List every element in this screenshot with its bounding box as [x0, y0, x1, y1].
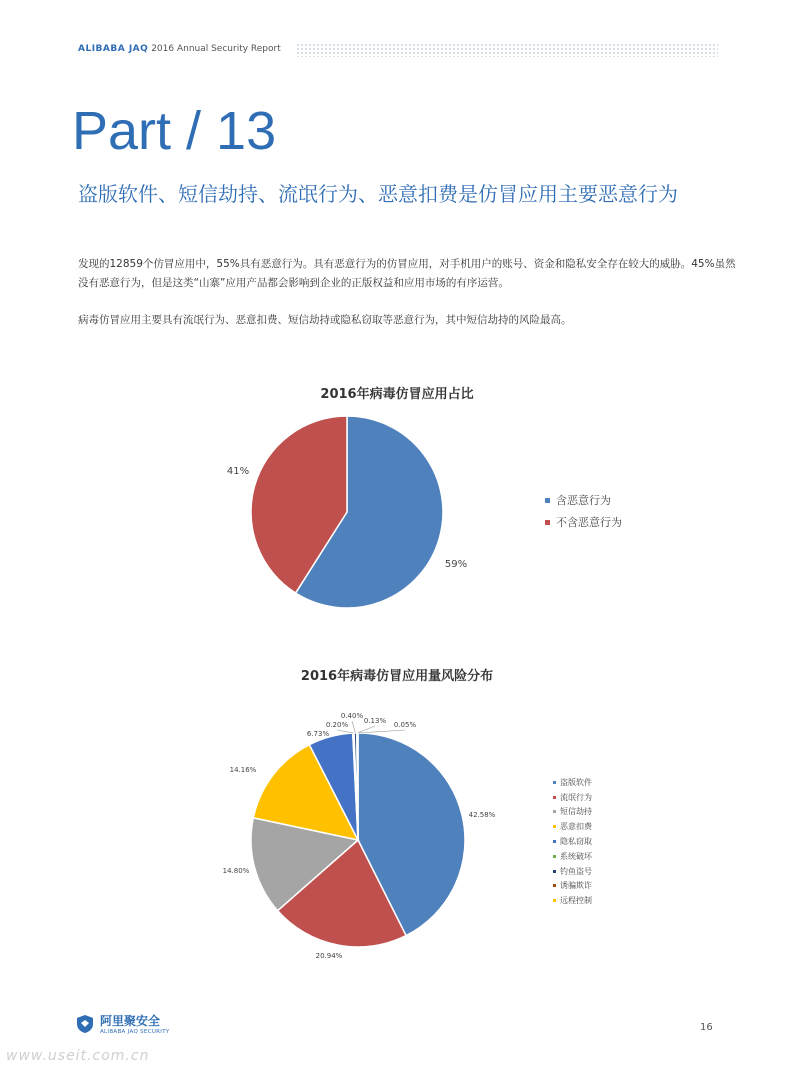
legend-item: [545, 489, 622, 511]
pie-data-label-8: 0.13%: [363, 717, 387, 725]
legend-swatch: [553, 884, 556, 887]
pie-data-label-3: 14.80%: [222, 867, 250, 875]
legend-label: 诱骗欺诈: [560, 881, 592, 891]
header-dot-pattern: [296, 43, 718, 57]
pie-data-label-1: 59%: [444, 559, 468, 570]
header-report-name: 2016 Annual Security Report: [151, 44, 281, 54]
legend-item: [545, 511, 622, 533]
pie-data-label-2: 41%: [226, 466, 250, 477]
legend-label: 含恶意行为: [556, 494, 611, 507]
legend-item: [553, 790, 592, 805]
legend-swatch: [553, 825, 556, 828]
part-title: Part / 13: [72, 101, 277, 161]
running-header: [78, 44, 281, 54]
legend-item: [553, 834, 592, 849]
legend-label: 钓鱼盗号: [560, 866, 592, 876]
legend-label: 隐私窃取: [560, 837, 592, 847]
pie-data-label-2: 20.94%: [315, 952, 343, 960]
paragraph-1: 发现的12859个仿冒应用中，55%具有恶意行为。具有恶意行为的仿冒应用，对手机用户的账号、资金和隐私安全存在较大的威胁。45%虽然没有恶意行为，但是这类“山寨”应用产品都会影响到企业的正版权益和应用市场的有序运营。: [78, 258, 736, 289]
legend-label: 不含恶意行为: [556, 516, 622, 529]
legend-item: [553, 864, 592, 879]
paragraph-2: 病毒仿冒应用主要具有流氓行为、恶意扣费、短信劫持或隐私窃取等恶意行为，其中短信劫持的风险最高。: [78, 314, 572, 326]
header-brand: ALIBABA JAQ: [78, 44, 149, 54]
footer-logo: [76, 1012, 170, 1035]
chart2-legend: [553, 775, 592, 908]
pie-leader-line-9: [358, 730, 405, 733]
shield-logo-icon: [76, 1014, 94, 1034]
logo-cn-text: 阿里聚安全: [100, 1014, 161, 1028]
legend-label: 流氓行为: [560, 792, 592, 802]
pie-data-label-9: 0.05%: [393, 721, 417, 729]
legend-swatch: [553, 810, 556, 813]
legend-item: [553, 893, 592, 908]
legend-swatch: [545, 498, 550, 503]
legend-label: 远程控制: [560, 896, 592, 906]
legend-swatch: [545, 520, 550, 525]
logo-en-text: ALIBABA JAQ SECURITY: [100, 1029, 170, 1035]
legend-swatch: [553, 840, 556, 843]
legend-label: 系统破坏: [560, 851, 592, 861]
chart1-legend: [545, 489, 622, 533]
section-subtitle: 盗版软件、短信劫持、流氓行为、恶意扣费是仿冒应用主要恶意行为: [78, 182, 678, 206]
pie-data-label-4: 14.16%: [229, 766, 257, 774]
watermark-text: www.useit.com.cn: [6, 1048, 150, 1064]
legend-item: [553, 805, 592, 820]
pie-data-label-5: 6.73%: [306, 730, 330, 738]
page-number: 16: [700, 1022, 713, 1033]
chart2-title: 2016年病毒仿冒应用量风险分布: [300, 669, 494, 684]
legend-swatch: [553, 870, 556, 873]
legend-item: [553, 879, 592, 894]
legend-swatch: [553, 781, 556, 784]
legend-label: 恶意扣费: [560, 822, 592, 832]
legend-item: [553, 849, 592, 864]
legend-swatch: [553, 899, 556, 902]
pie-leader-line-7: [352, 721, 355, 733]
legend-item: [553, 775, 592, 790]
legend-swatch: [553, 796, 556, 799]
legend-label: 盗版软件: [560, 777, 592, 787]
legend-label: 短信劫持: [560, 807, 592, 817]
pie-data-label-1: 42.58%: [468, 811, 496, 819]
legend-swatch: [553, 855, 556, 858]
pie-data-label-6: 0.20%: [325, 721, 349, 729]
pie-data-label-7: 0.40%: [340, 712, 364, 720]
chart2-pie: [0, 690, 794, 970]
legend-item: [553, 819, 592, 834]
chart1-pie: [0, 380, 794, 640]
chart1-title: 2016年病毒仿冒应用占比: [320, 387, 474, 402]
pie-leader-line-6: [337, 730, 353, 733]
